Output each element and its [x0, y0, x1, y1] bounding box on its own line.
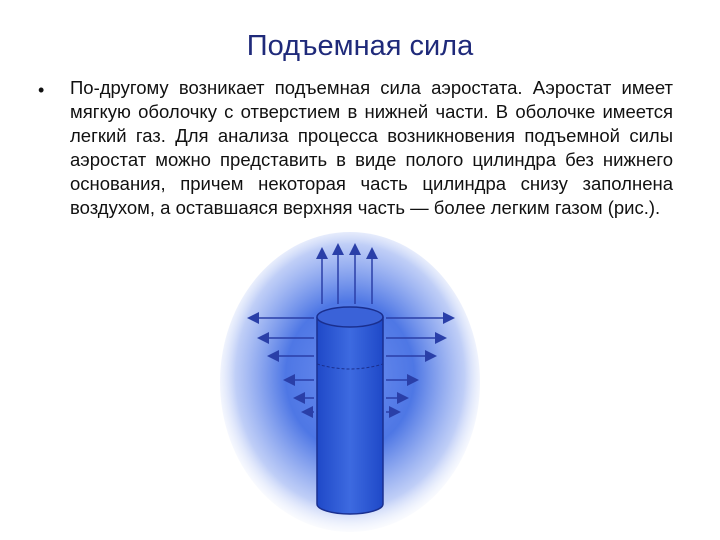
cylinder-top — [317, 307, 383, 327]
body-paragraph: По-другому возникает подъемная сила аэростата. Аэростат имеет мягкую оболочку с отверстием в нижней части. В оболочке имеется легкий газ. Для анализа процесса возникновения подъемной силы аэростат можно представить в виде полого цилиндра без нижнего основания, причем некоторая часть цилиндра снизу заполнена воздухом, а оставшаяся верхняя часть — более легким газом (рис.). — [70, 77, 673, 218]
cylinder-body — [317, 317, 383, 514]
cylinder-illustration — [220, 232, 480, 532]
page-title: Подъемная сила — [246, 30, 474, 62]
cylinder-figure — [220, 232, 480, 532]
bullet-marker: • — [38, 80, 45, 100]
